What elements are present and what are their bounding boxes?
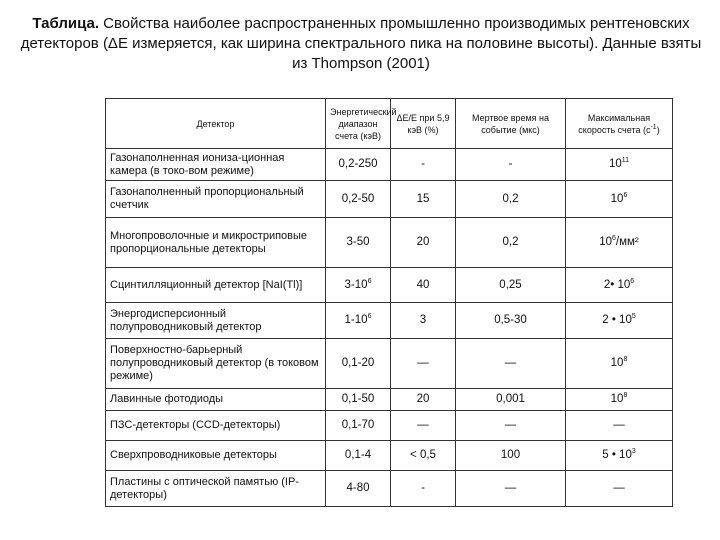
energy-range: 3-50 — [326, 218, 391, 268]
dead-time: — — [456, 471, 566, 507]
dead-time: 0,25 — [456, 268, 566, 303]
resolution: < 0,5 — [391, 441, 456, 471]
table-caption — [14, 14, 708, 74]
energy-range — [326, 268, 391, 303]
energy-range: 0,2-50 — [326, 181, 391, 218]
max-rate-sup: 6 — [623, 191, 628, 199]
max-rate — [566, 218, 673, 268]
max-rate-sup: 5 — [631, 313, 636, 321]
caption-label: Таблица. — [32, 15, 99, 32]
energy-base: 1-10 — [344, 314, 368, 326]
header-detector: Детектор — [106, 99, 326, 149]
header-max-rate-text: Максимальная скорость счета (с — [578, 112, 651, 135]
caption-text: Свойства наиболее распространенных промышленно производимых рентгеновских детекторов (ΔE измеряется, как ширина спектрального пика на половине высоты). Данные взяты из Thompson (2001) — [20, 15, 702, 72]
detector-name: Поверхностно-барьерный полупроводниковый детектор (в токовом режиме) — [106, 339, 326, 389]
header-energy-range: Энергетический диапазон счета (кэВ) — [326, 99, 391, 149]
max-rate-sup: 3 — [631, 448, 636, 456]
resolution: - — [391, 471, 456, 507]
table-row — [106, 149, 673, 181]
energy-range: 0,1-20 — [326, 339, 391, 389]
dead-time: 0,001 — [456, 389, 566, 411]
max-rate — [566, 268, 673, 303]
table-row — [106, 471, 673, 507]
resolution: 20 — [391, 389, 456, 411]
max-rate-base: 2 • 10 — [602, 314, 632, 326]
energy-base: 3-10 — [344, 278, 368, 291]
dead-time: 0,2 — [456, 218, 566, 268]
max-rate-base: 10 — [610, 192, 624, 205]
energy-range: 0,2-250 — [326, 149, 391, 181]
dead-time: 100 — [456, 441, 566, 471]
header-max-rate-sup: -1 — [650, 123, 657, 131]
table-row — [106, 303, 673, 339]
detector-name: Энергодисперсионный полупроводниковый детектор — [106, 303, 326, 339]
energy-range: 0,1-50 — [326, 389, 391, 411]
max-rate-base: 2• 10 — [603, 278, 631, 291]
table-row — [106, 218, 673, 268]
max-rate-end: /мм² — [615, 236, 639, 248]
resolution: 3 — [391, 303, 456, 339]
table-row — [106, 181, 673, 218]
detector-name: Пластины с оптической памятью (IP-детекторы) — [106, 471, 326, 507]
energy-sup: 6 — [367, 277, 372, 285]
table-row — [106, 389, 673, 411]
resolution: 15 — [391, 181, 456, 218]
energy-sup: 6 — [367, 313, 372, 321]
energy-range: 0,1-4 — [326, 441, 391, 471]
max-rate-base: 10 — [608, 158, 622, 170]
table-row — [106, 441, 673, 471]
max-rate-sup: 8 — [623, 356, 628, 364]
energy-range: 0,1-70 — [326, 411, 391, 441]
resolution: — — [391, 339, 456, 389]
table-row — [106, 339, 673, 389]
dead-time: — — [456, 339, 566, 389]
max-rate-sup: 8 — [623, 392, 628, 400]
detector-name: Газонаполненный пропорциональный счетчик — [106, 181, 326, 218]
resolution: — — [391, 411, 456, 441]
max-rate — [566, 441, 673, 471]
max-rate: — — [566, 471, 673, 507]
header-dead-time: Мертвое время на событие (мкс) — [456, 99, 566, 149]
detector-name: Газонаполненная иониза-ционная камера (в токо-вом режиме) — [106, 149, 326, 181]
max-rate-sup: 6 — [612, 235, 616, 243]
energy-range: 4-80 — [326, 471, 391, 507]
table-header-row — [106, 99, 673, 149]
resolution: - — [391, 149, 456, 181]
table-row — [106, 411, 673, 441]
detector-name: Лавинные фотодиоды — [106, 389, 326, 411]
table-row — [106, 268, 673, 303]
max-rate-base: 10 — [610, 393, 624, 405]
header-max-rate-end: ) — [656, 124, 660, 135]
max-rate-sup: 11 — [621, 157, 630, 165]
dead-time: - — [456, 149, 566, 181]
max-rate-base: 5 • 10 — [602, 449, 632, 461]
max-rate-base: 10 — [610, 357, 624, 369]
dead-time: 0,2 — [456, 181, 566, 218]
max-rate — [566, 149, 673, 181]
resolution: 40 — [391, 268, 456, 303]
max-rate — [566, 181, 673, 218]
dead-time: 0,5-30 — [456, 303, 566, 339]
detector-name: Сцинтилляционный детектор [NaI(Tl)] — [106, 268, 326, 303]
max-rate-base: 10 — [599, 236, 613, 248]
detector-properties-table — [105, 98, 673, 507]
max-rate — [566, 339, 673, 389]
max-rate: — — [566, 411, 673, 441]
detector-name: Сверхпроводниковые детекторы — [106, 441, 326, 471]
detector-name: ПЗС-детекторы (CCD-детекторы) — [106, 411, 326, 441]
max-rate — [566, 389, 673, 411]
resolution: 20 — [391, 218, 456, 268]
header-max-rate — [566, 99, 673, 149]
max-rate-sup: 6 — [630, 277, 635, 285]
energy-range — [326, 303, 391, 339]
dead-time: — — [456, 411, 566, 441]
detector-name: Многопроволочные и микростриповые пропорциональные детекторы — [106, 218, 326, 268]
header-resolution: ΔE/E при 5,9 кэВ (%) — [391, 99, 456, 149]
max-rate — [566, 303, 673, 339]
